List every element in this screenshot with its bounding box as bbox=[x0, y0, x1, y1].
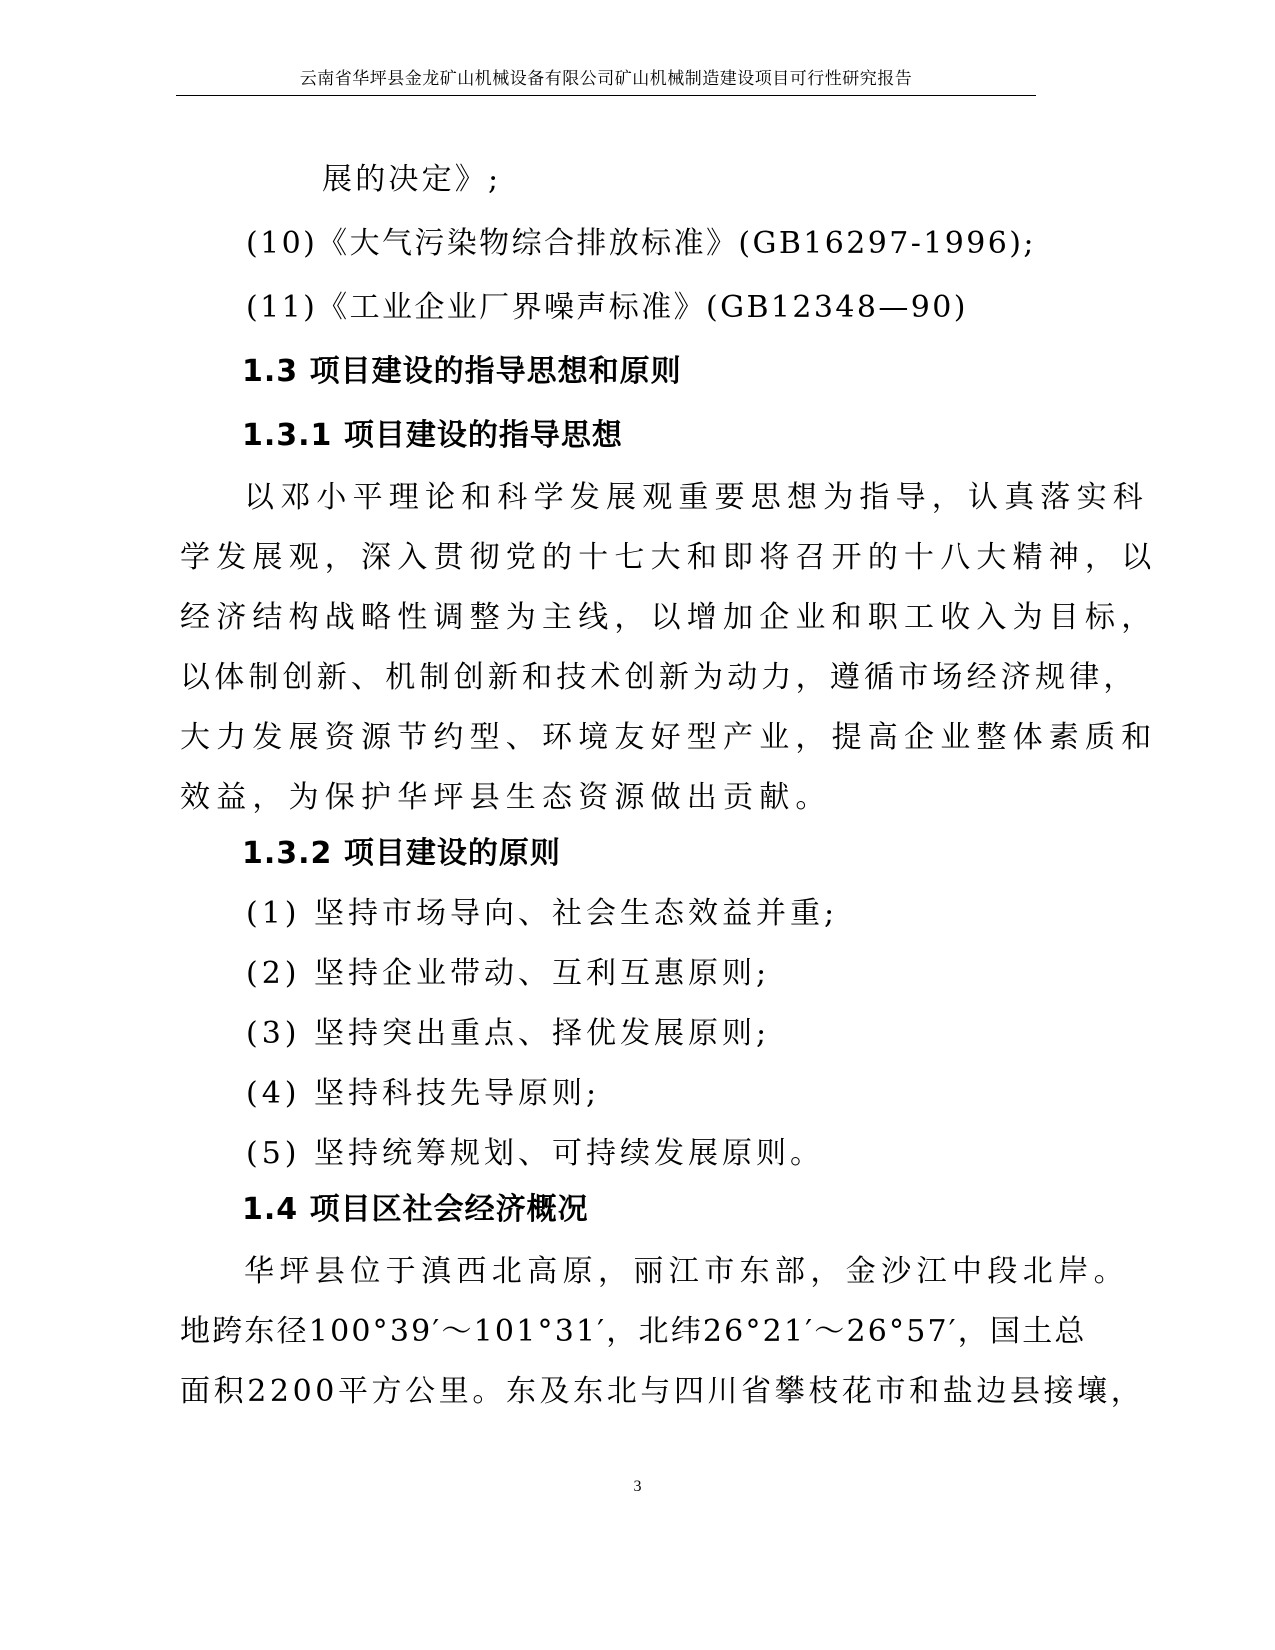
paragraph-line: 以体制创新、机制创新和技术创新为动力，遵循市场经济规律， bbox=[180, 660, 1138, 695]
principle-item: (1) 坚持市场导向、社会生态效益并重; bbox=[246, 896, 839, 931]
reference-10: (10)《大气污染物综合排放标准》(GB16297-1996); bbox=[246, 226, 1036, 261]
principle-item: (2) 坚持企业带动、互利互惠原则; bbox=[246, 956, 771, 991]
paragraph-line: 地跨东径100°39′～101°31′，北纬26°21′～26°57′，国土总 bbox=[180, 1314, 1087, 1349]
page-number: 3 bbox=[633, 1478, 642, 1495]
principle-item: (5) 坚持统筹规划、可持续发展原则。 bbox=[246, 1136, 825, 1171]
paragraph-line: 华坪县位于滇西北高原，丽江市东部，金沙江中段北岸。 bbox=[244, 1254, 1129, 1289]
section-heading-1-3-1: 1.3.1 项目建设的指导思想 bbox=[242, 418, 623, 453]
header-title: 云南省华坪县金龙矿山机械设备有限公司矿山机械制造建设项目可行性研究报告 bbox=[299, 69, 913, 89]
paragraph-line: 面积2200平方公里。东及东北与四川省攀枝花市和盐边县接壤， bbox=[180, 1374, 1145, 1409]
section-heading-1-3: 1.3 项目建设的指导思想和原则 bbox=[242, 354, 682, 389]
paragraph-line: 大力发展资源节约型、环境友好型产业，提高企业整体素质和 bbox=[180, 720, 1158, 755]
header-divider bbox=[176, 95, 1036, 96]
paragraph-line: 以邓小平理论和科学发展观重要思想为指导，认真落实科 bbox=[244, 480, 1149, 515]
paragraph-line: 经济结构战略性调整为主线，以增加企业和职工收入为目标， bbox=[180, 600, 1158, 635]
paragraph-line: 学发展观，深入贯彻党的十七大和即将召开的十八大精神，以 bbox=[180, 540, 1158, 575]
section-heading-1-4: 1.4 项目区社会经济概况 bbox=[242, 1192, 589, 1227]
reference-11: (11)《工业企业厂界噪声标准》(GB12348—90) bbox=[246, 290, 968, 325]
principle-item: (4) 坚持科技先导原则; bbox=[246, 1076, 601, 1111]
continuation-line: 展的决定》; bbox=[322, 162, 502, 197]
section-heading-1-3-2: 1.3.2 项目建设的原则 bbox=[242, 836, 561, 871]
principle-item: (3) 坚持突出重点、择优发展原则; bbox=[246, 1016, 771, 1051]
paragraph-line: 效益，为保护华坪县生态资源做出贡献。 bbox=[180, 780, 832, 815]
